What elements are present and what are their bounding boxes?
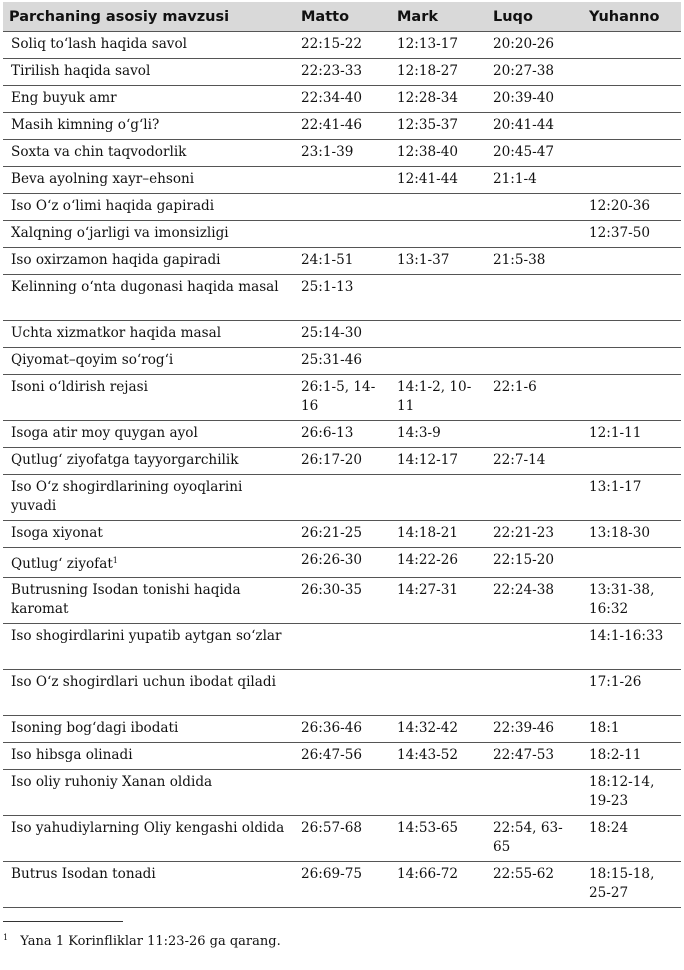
topic-text: Iso oxirzamon haqida gapiradi	[11, 252, 221, 268]
cell-luqo	[487, 248, 583, 275]
matto-text: 23:1-39	[301, 144, 354, 160]
table-row	[3, 578, 681, 624]
cell-mark	[391, 140, 487, 167]
cell-luqo	[487, 743, 583, 770]
luqo-text: 20:27-38	[493, 63, 555, 79]
cell-matto	[295, 248, 391, 275]
matto-text: 25:1-13	[301, 279, 354, 295]
cell-mark	[391, 321, 487, 348]
cell-matto	[295, 275, 391, 321]
table-row	[3, 221, 681, 248]
cell-matto	[295, 548, 391, 578]
topic-text: Butrusning Isodan tonishi haqida karomat	[11, 582, 241, 617]
cell-yuhanno	[583, 743, 681, 770]
cell-topic	[3, 221, 295, 248]
mark-text: 14:32-42	[397, 720, 459, 736]
cell-luqo	[487, 578, 583, 624]
cell-topic	[3, 140, 295, 167]
matto-text: 24:1-51	[301, 252, 354, 268]
yuhanno-text: 18:24	[589, 820, 629, 836]
topic-text: Kelinning o‘nta dugonasi haqida masal	[11, 279, 279, 295]
matto-text: 22:15-22	[301, 36, 363, 52]
table-row	[3, 113, 681, 140]
topic-text: Iso O‘z shogirdlarining oyoqlarini yuvadi	[11, 479, 243, 514]
cell-yuhanno	[583, 521, 681, 548]
cell-yuhanno	[583, 221, 681, 248]
cell-luqo	[487, 194, 583, 221]
matto-text: 26:69-75	[301, 866, 363, 882]
reference-table-container	[3, 2, 681, 908]
yuhanno-text: 13:18-30	[589, 525, 651, 541]
cell-mark	[391, 275, 487, 321]
mark-text: 14:3-9	[397, 425, 441, 441]
topic-text: Qutlug‘ ziyofatga tayyorgarchilik	[11, 452, 239, 468]
cell-topic	[3, 32, 295, 59]
topic-text: Isoga atir moy quygan ayol	[11, 425, 198, 441]
cell-luqo	[487, 59, 583, 86]
topic-text: Eng buyuk amr	[11, 90, 117, 106]
table-row	[3, 275, 681, 321]
cell-mark	[391, 521, 487, 548]
cell-topic	[3, 716, 295, 743]
matto-text: 26:36-46	[301, 720, 363, 736]
luqo-text: 22:1-6	[493, 379, 537, 395]
cell-yuhanno	[583, 816, 681, 862]
cell-luqo	[487, 167, 583, 194]
topic-text: Masih kimning o‘g‘li?	[11, 117, 160, 133]
footnote-marker: 1	[3, 933, 9, 942]
matto-text: 26:17-20	[301, 452, 363, 468]
luqo-text: 22:24-38	[493, 582, 555, 598]
cell-yuhanno	[583, 140, 681, 167]
table-row	[3, 670, 681, 716]
topic-text: Qutlug‘ ziyofat	[11, 556, 113, 572]
topic-text: Iso O‘z shogirdlari uchun ibodat qiladi	[11, 674, 276, 690]
luqo-text: 22:21-23	[493, 525, 555, 541]
cell-yuhanno	[583, 548, 681, 578]
cell-yuhanno	[583, 194, 681, 221]
cell-luqo	[487, 475, 583, 521]
mark-text: 12:18-27	[397, 63, 459, 79]
cell-matto	[295, 321, 391, 348]
cell-mark	[391, 167, 487, 194]
cell-topic	[3, 348, 295, 375]
cell-yuhanno	[583, 770, 681, 816]
cell-yuhanno	[583, 375, 681, 421]
cell-mark	[391, 862, 487, 908]
cell-yuhanno	[583, 86, 681, 113]
footnote-divider	[3, 921, 123, 922]
cell-luqo	[487, 670, 583, 716]
mark-text: 14:53-65	[397, 820, 459, 836]
cell-luqo	[487, 275, 583, 321]
cell-yuhanno	[583, 348, 681, 375]
mark-text: 14:12-17	[397, 452, 459, 468]
cell-matto	[295, 167, 391, 194]
cell-topic	[3, 321, 295, 348]
matto-text: 22:34-40	[301, 90, 363, 106]
topic-text: Iso hibsga olinadi	[11, 747, 133, 763]
cell-matto	[295, 862, 391, 908]
cell-yuhanno	[583, 32, 681, 59]
cell-yuhanno	[583, 475, 681, 521]
matto-text: 26:1-5, 14-16	[301, 379, 376, 414]
cell-mark	[391, 113, 487, 140]
cell-luqo	[487, 716, 583, 743]
matto-text: 22:23-33	[301, 63, 363, 79]
luqo-text: 22:7-14	[493, 452, 546, 468]
table-row	[3, 86, 681, 113]
cell-topic	[3, 167, 295, 194]
mark-text: 13:1-37	[397, 252, 450, 268]
cell-matto	[295, 448, 391, 475]
cell-yuhanno	[583, 421, 681, 448]
cell-mark	[391, 194, 487, 221]
cell-mark	[391, 375, 487, 421]
topic-text: Iso shogirdlarini yupatib aytgan so‘zlar	[11, 628, 282, 644]
cell-matto	[295, 375, 391, 421]
table-row	[3, 421, 681, 448]
cell-topic	[3, 670, 295, 716]
luqo-text: 20:20-26	[493, 36, 555, 52]
cell-yuhanno	[583, 862, 681, 908]
matto-text: 26:57-68	[301, 820, 363, 836]
cell-matto	[295, 624, 391, 670]
footnote-text: Yana 1 Korinfliklar 11:23-26 ga qarang.	[20, 934, 281, 949]
topic-text: Uchta xizmatkor haqida masal	[11, 325, 222, 341]
cell-topic	[3, 624, 295, 670]
table-row	[3, 548, 681, 578]
topic-text: Beva ayolning xayr–ehsoni	[11, 171, 195, 187]
mark-text: 12:28-34	[397, 90, 459, 106]
topic-text: Iso O‘z o‘limi haqida gapiradi	[11, 198, 215, 214]
cell-mark	[391, 770, 487, 816]
table-row	[3, 167, 681, 194]
cell-mark	[391, 421, 487, 448]
cell-topic	[3, 548, 295, 578]
cell-luqo	[487, 862, 583, 908]
topic-text: Xalqning o‘jarligi va imonsizligi	[11, 225, 229, 241]
cell-luqo	[487, 86, 583, 113]
topic-text: Tirilish haqida savol	[11, 63, 151, 79]
table-row	[3, 140, 681, 167]
topic-text: Soxta va chin taqvodorlik	[11, 144, 187, 160]
matto-text: 26:6-13	[301, 425, 354, 441]
cell-topic	[3, 816, 295, 862]
yuhanno-text: 18:2-11	[589, 747, 642, 763]
cell-matto	[295, 716, 391, 743]
cell-topic	[3, 375, 295, 421]
matto-text: 25:14-30	[301, 325, 363, 341]
header-topic: Parchaning asosiy mavzusi	[3, 2, 295, 32]
mark-text: 12:13-17	[397, 36, 459, 52]
table-row	[3, 862, 681, 908]
mark-text: 12:38-40	[397, 144, 459, 160]
header-mark: Mark	[391, 2, 487, 32]
table-row	[3, 32, 681, 59]
cell-topic	[3, 770, 295, 816]
mark-text: 14:43-52	[397, 747, 459, 763]
cell-luqo	[487, 321, 583, 348]
table-row	[3, 321, 681, 348]
cell-matto	[295, 348, 391, 375]
matto-text: 26:26-30	[301, 552, 363, 568]
cell-yuhanno	[583, 448, 681, 475]
footnote	[3, 929, 281, 950]
mark-text: 14:1-2, 10-11	[397, 379, 472, 414]
cell-luqo	[487, 770, 583, 816]
cell-mark	[391, 86, 487, 113]
mark-text: 12:41-44	[397, 171, 459, 187]
header-luqo: Luqo	[487, 2, 583, 32]
table-row	[3, 375, 681, 421]
table-row	[3, 521, 681, 548]
topic-text: Iso yahudiylarning Oliy kengashi oldida	[11, 820, 285, 836]
cell-mark	[391, 248, 487, 275]
cell-mark	[391, 624, 487, 670]
cell-mark	[391, 578, 487, 624]
cell-mark	[391, 448, 487, 475]
yuhanno-text: 12:37-50	[589, 225, 651, 241]
cell-yuhanno	[583, 321, 681, 348]
matto-text: 22:41-46	[301, 117, 363, 133]
cell-luqo	[487, 113, 583, 140]
mark-text: 14:22-26	[397, 552, 459, 568]
matto-text: 26:47-56	[301, 747, 363, 763]
topic-text: Isoning bog‘dagi ibodati	[11, 720, 179, 736]
topic-text: Soliq to‘lash haqida savol	[11, 36, 188, 52]
cell-mark	[391, 221, 487, 248]
cell-mark	[391, 716, 487, 743]
cell-matto	[295, 140, 391, 167]
cell-luqo	[487, 448, 583, 475]
topic-text: Isoni o‘ldirish rejasi	[11, 379, 148, 395]
cell-mark	[391, 670, 487, 716]
header-matto: Matto	[295, 2, 391, 32]
yuhanno-text: 14:1-16:33	[589, 628, 664, 644]
cell-topic	[3, 448, 295, 475]
cell-matto	[295, 421, 391, 448]
footnote-reference: 1	[112, 556, 118, 565]
cell-luqo	[487, 140, 583, 167]
mark-text: 14:18-21	[397, 525, 459, 541]
topic-text: Qiyomat–qoyim so‘rog‘i	[11, 352, 174, 368]
cell-topic	[3, 194, 295, 221]
yuhanno-text: 18:12-14, 19-23	[589, 774, 655, 809]
table-row	[3, 448, 681, 475]
cell-luqo	[487, 816, 583, 862]
cell-matto	[295, 32, 391, 59]
yuhanno-text: 17:1-26	[589, 674, 642, 690]
cell-luqo	[487, 348, 583, 375]
luqo-text: 20:45-47	[493, 144, 555, 160]
mark-text: 14:27-31	[397, 582, 459, 598]
cell-topic	[3, 862, 295, 908]
cell-matto	[295, 816, 391, 862]
cell-mark	[391, 348, 487, 375]
cell-matto	[295, 59, 391, 86]
cell-yuhanno	[583, 716, 681, 743]
cell-topic	[3, 421, 295, 448]
table-row	[3, 348, 681, 375]
cell-yuhanno	[583, 578, 681, 624]
yuhanno-text: 18:15-18, 25-27	[589, 866, 655, 901]
cell-luqo	[487, 221, 583, 248]
table-header	[3, 2, 681, 32]
mark-text: 12:35-37	[397, 117, 459, 133]
cell-matto	[295, 194, 391, 221]
cell-yuhanno	[583, 167, 681, 194]
cell-topic	[3, 475, 295, 521]
yuhanno-text: 12:1-11	[589, 425, 642, 441]
topic-text: Butrus Isodan tonadi	[11, 866, 156, 882]
cell-topic	[3, 248, 295, 275]
topic-text: Isoga xiyonat	[11, 525, 103, 541]
table-row	[3, 716, 681, 743]
luqo-text: 22:54, 63-65	[493, 820, 563, 855]
luqo-text: 20:41-44	[493, 117, 555, 133]
matto-text: 26:30-35	[301, 582, 363, 598]
table-row	[3, 194, 681, 221]
table-row	[3, 624, 681, 670]
cell-yuhanno	[583, 248, 681, 275]
header-row	[3, 2, 681, 32]
cell-yuhanno	[583, 59, 681, 86]
matto-text: 25:31-46	[301, 352, 363, 368]
cell-mark	[391, 548, 487, 578]
cell-mark	[391, 32, 487, 59]
mark-text: 14:66-72	[397, 866, 459, 882]
cell-topic	[3, 113, 295, 140]
cell-matto	[295, 113, 391, 140]
cell-yuhanno	[583, 113, 681, 140]
cell-topic	[3, 86, 295, 113]
cell-mark	[391, 743, 487, 770]
table-row	[3, 743, 681, 770]
yuhanno-text: 12:20-36	[589, 198, 651, 214]
cell-topic	[3, 521, 295, 548]
cell-matto	[295, 578, 391, 624]
luqo-text: 21:5-38	[493, 252, 546, 268]
cell-topic	[3, 743, 295, 770]
luqo-text: 22:15-20	[493, 552, 555, 568]
cell-luqo	[487, 548, 583, 578]
topic-text: Iso oliy ruhoniy Xanan oldida	[11, 774, 213, 790]
table-body	[3, 32, 681, 908]
table-row	[3, 248, 681, 275]
yuhanno-text: 13:31-38, 16:32	[589, 582, 655, 617]
luqo-text: 21:1-4	[493, 171, 537, 187]
cell-luqo	[487, 375, 583, 421]
cell-matto	[295, 770, 391, 816]
cell-matto	[295, 743, 391, 770]
yuhanno-text: 18:1	[589, 720, 620, 736]
gospel-parallels-table	[3, 2, 681, 908]
cell-luqo	[487, 421, 583, 448]
luqo-text: 22:39-46	[493, 720, 555, 736]
cell-luqo	[487, 32, 583, 59]
cell-topic	[3, 275, 295, 321]
table-row	[3, 475, 681, 521]
cell-matto	[295, 475, 391, 521]
cell-topic	[3, 578, 295, 624]
cell-yuhanno	[583, 275, 681, 321]
cell-matto	[295, 86, 391, 113]
luqo-text: 22:55-62	[493, 866, 555, 882]
cell-matto	[295, 521, 391, 548]
cell-luqo	[487, 624, 583, 670]
header-yuhanno: Yuhanno	[583, 2, 681, 32]
table-row	[3, 770, 681, 816]
table-row	[3, 59, 681, 86]
table-row	[3, 816, 681, 862]
cell-mark	[391, 475, 487, 521]
cell-yuhanno	[583, 670, 681, 716]
luqo-text: 20:39-40	[493, 90, 555, 106]
matto-text: 26:21-25	[301, 525, 363, 541]
cell-mark	[391, 59, 487, 86]
cell-mark	[391, 816, 487, 862]
yuhanno-text: 13:1-17	[589, 479, 642, 495]
cell-matto	[295, 670, 391, 716]
cell-luqo	[487, 521, 583, 548]
cell-topic	[3, 59, 295, 86]
luqo-text: 22:47-53	[493, 747, 555, 763]
cell-yuhanno	[583, 624, 681, 670]
cell-matto	[295, 221, 391, 248]
